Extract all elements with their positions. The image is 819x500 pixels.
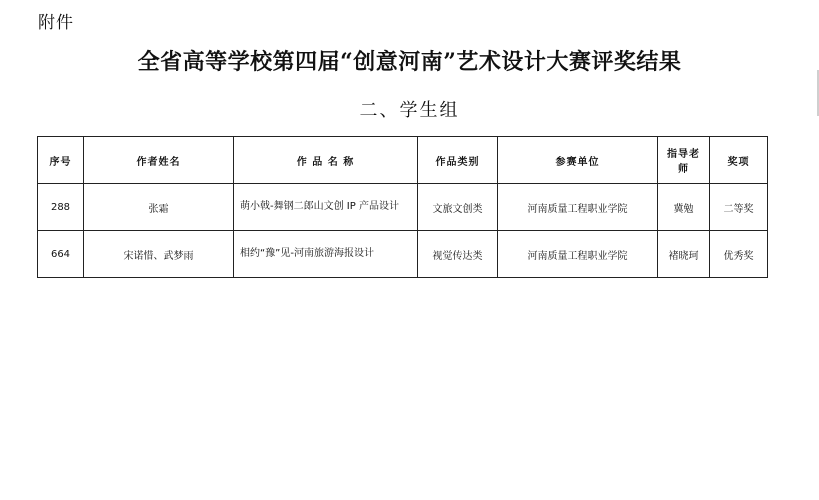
- header-award: 奖项: [710, 137, 768, 184]
- header-unit: 参赛单位: [498, 137, 658, 184]
- header-index: 序号: [38, 137, 84, 184]
- cell-advisor: 褚晓珂: [658, 231, 710, 278]
- document-title: 全省高等学校第四届“创意河南”艺术设计大赛评奖结果: [137, 49, 682, 75]
- cell-work-name: 相约“豫”见-河南旅游海报设计: [234, 231, 418, 278]
- attachment-label: 附件: [38, 13, 74, 33]
- cell-advisor: 冀勉: [658, 184, 710, 231]
- header-advisor: 指导老师: [658, 137, 710, 184]
- cell-category: 视觉传达类: [418, 231, 498, 278]
- cell-authors: 宋诺惜、武梦雨: [84, 231, 234, 278]
- header-category: 作品类别: [418, 137, 498, 184]
- cell-category: 文旅文创类: [418, 184, 498, 231]
- cell-unit: 河南质量工程职业学院: [498, 231, 658, 278]
- cell-index: 288: [38, 184, 84, 231]
- cell-award: 二等奖: [710, 184, 768, 231]
- header-work-name: 作 品 名 称: [234, 137, 418, 184]
- cell-authors: 张霜: [84, 184, 234, 231]
- section-subtitle: 二、学生组: [359, 100, 460, 121]
- cell-award: 优秀奖: [710, 231, 768, 278]
- table-header-row: [38, 137, 768, 184]
- cell-index: 664: [38, 231, 84, 278]
- table-row: [38, 231, 768, 278]
- cell-unit: 河南质量工程职业学院: [498, 184, 658, 231]
- table-row: [38, 184, 768, 231]
- results-table: [37, 136, 768, 278]
- cell-work-name: 萌小戟-舞钢二郎山文创 IP 产品设计: [234, 184, 418, 231]
- header-authors: 作者姓名: [84, 137, 234, 184]
